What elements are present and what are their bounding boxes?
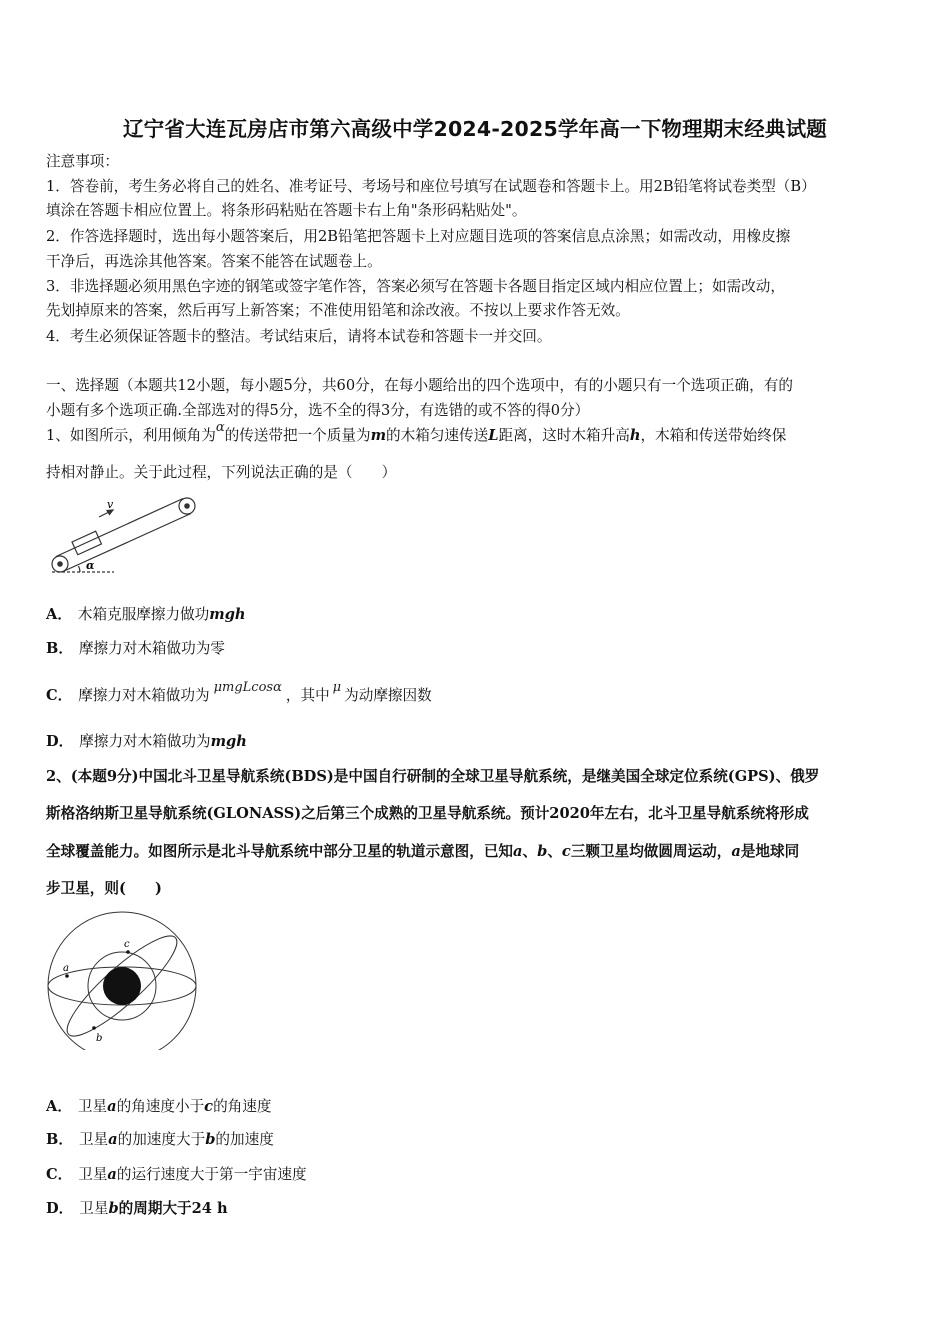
q2-option-a[interactable] [46,1097,271,1117]
q2-option-b[interactable] [46,1130,274,1150]
notice-line: 4．考生必须保证答题卡的整洁。考试结束后，请将本试卷和答题卡一并交回。 [46,328,552,345]
notice-line: 1．答卷前，考生务必将自己的姓名、准考证号、考场号和座位号填写在试题卷和答题卡上。用2B铅笔将试卷类型（B） [46,178,816,195]
option-math: mgh [209,606,246,623]
option-label: D． [46,733,74,750]
option-text: 卫星 [78,1131,109,1148]
q1-text: ，木箱和传送带始终保 [640,427,787,444]
q1-option-d[interactable] [46,732,247,752]
q1-var-m: m [370,427,387,444]
satellite-orbits-figure [44,910,204,1050]
section-instruction: 一、选择题（本题共12小题，每小题5分，共60分，在每小题给出的四个选项中，有的小题只有一个选项正确，有的 [46,377,793,394]
option-text: 的加速度大于 [117,1131,206,1148]
option-var: a [107,1098,117,1115]
notice-line: 填涂在答题卡相应位置上。将条形码粘贴在答题卡右上角"条形码粘贴处"。 [46,202,527,219]
option-text: 的角速度小于 [116,1098,205,1115]
q1-text: 距离，这时木箱升高 [498,427,630,444]
notice-line: 2．作答选择题时，选出每小题答案后，用2B铅笔把答题卡上对应题目选项的答案信息点涂黑；如需改动，用橡皮擦 [46,228,791,245]
section-instruction: 小题有多个选项正确.全部选对的得5分，选不全的得3分，有选错的或不答的得0分） [46,402,590,419]
notice-line: 干净后，再选涂其他答案。答案不能答在试题卷上。 [46,253,382,270]
conveyor-belt-figure [44,492,204,580]
q2-stem: 步卫星，则( ) [46,880,162,897]
q2-text: 、 [522,843,538,860]
q1-text: 1、如图所示，利用倾角为 [46,427,216,444]
q2-var-c: c [561,843,571,860]
q1-option-c[interactable] [46,680,432,707]
option-label: C． [46,1166,73,1183]
option-var: b [108,1200,119,1217]
option-math: μmgLcosα [213,680,282,695]
option-label: B． [46,1131,73,1148]
option-text: 的运行速度大于第一宇宙速度 [116,1166,307,1183]
belt-bottom [63,514,191,572]
q1-option-b[interactable] [46,639,225,659]
notice-line: 3．非选择题必须用黑色字迹的钢笔或签字笔作答，答案必须写在答题卡各题目指定区域内相应位置上；如需改动， [46,278,785,295]
option-text: 木箱克服摩擦力做功 [77,606,210,623]
option-text: 摩擦力对木箱做功为 [78,687,210,704]
option-text: 为动摩擦因数 [344,687,432,704]
q1-stem-line2: 持相对静止。关于此过程，下列说法正确的是（ ） [46,464,397,481]
q1-stem [46,420,787,447]
satellite-b-dot [92,1026,96,1030]
velocity-label: v [107,498,114,511]
option-math: mgh [210,733,247,750]
q1-text: 的木箱匀速传送 [386,427,489,444]
page-title: 辽宁省大连瓦房店市第六高级中学2024-2025学年高一下物理期末经典试题 [122,117,828,141]
option-label: A． [46,606,72,623]
option-text: 卫星 [77,1098,108,1115]
option-text: ，其中 [285,687,330,704]
satellite-a-label: a [63,963,69,974]
option-math-mu: μ [332,680,342,695]
notice-heading: 注意事项： [46,153,119,170]
option-var: b [205,1131,216,1148]
option-label: A． [46,1098,72,1115]
q1-var-h: h [629,427,641,444]
q2-stem [46,842,799,862]
earth [103,967,141,1005]
q1-option-a[interactable] [46,605,246,625]
angle-label: α [86,559,95,572]
satellite-a-dot [65,974,69,978]
satellite-b-label: b [96,1033,103,1044]
option-label: B． [46,640,73,657]
option-text: 卫星 [79,1200,109,1217]
q1-text: 的传送带把一个质量为 [224,427,371,444]
option-label: D． [46,1200,74,1217]
q2-option-c[interactable] [46,1165,307,1185]
option-label: C． [46,687,73,704]
q1-var-L: L [488,427,499,444]
option-text: 的角速度 [213,1098,272,1115]
q1-alpha-symbol: α [215,420,225,435]
q2-option-d[interactable] [46,1199,228,1219]
option-text: 摩擦力对木箱做功为零 [78,640,225,657]
q2-var-a: a [731,843,741,860]
q2-var-b: b [537,843,548,860]
q2-stem: 2、(本题9分)中国北斗卫星导航系统(BDS)是中国自行研制的全球卫星导航系统，是继美国全球定位系统(GPS)、俄罗 [46,768,820,785]
q2-text: 、 [547,843,562,860]
option-var: c [204,1098,214,1115]
q2-text: 三颗卫星均做圆周运动， [570,843,732,860]
option-var: a [107,1166,117,1183]
option-text: 的加速度 [215,1131,274,1148]
q2-var-a: a [513,843,523,860]
q2-text: 是地球同 [740,843,800,860]
q2-text: 全球覆盖能力。如图所示是北斗导航系统中部分卫星的轨道示意图，已知 [46,843,514,860]
option-text: 卫星 [78,1166,108,1183]
notice-line: 先划掉原来的答案，然后再写上新答案；不准使用铅笔和涂改液。不按以上要求作答无效。 [46,302,630,319]
option-text: 的周期大于24 h [118,1200,228,1217]
satellite-c-label: c [124,939,130,950]
option-var: a [108,1131,118,1148]
option-text: 摩擦力对木箱做功为 [79,733,211,750]
satellite-c-dot [126,950,130,954]
q2-stem: 斯格洛纳斯卫星导航系统(GLONASS)之后第三个成熟的卫星导航系统。预计2020年左右，北斗卫星导航系统将形成 [46,805,809,822]
